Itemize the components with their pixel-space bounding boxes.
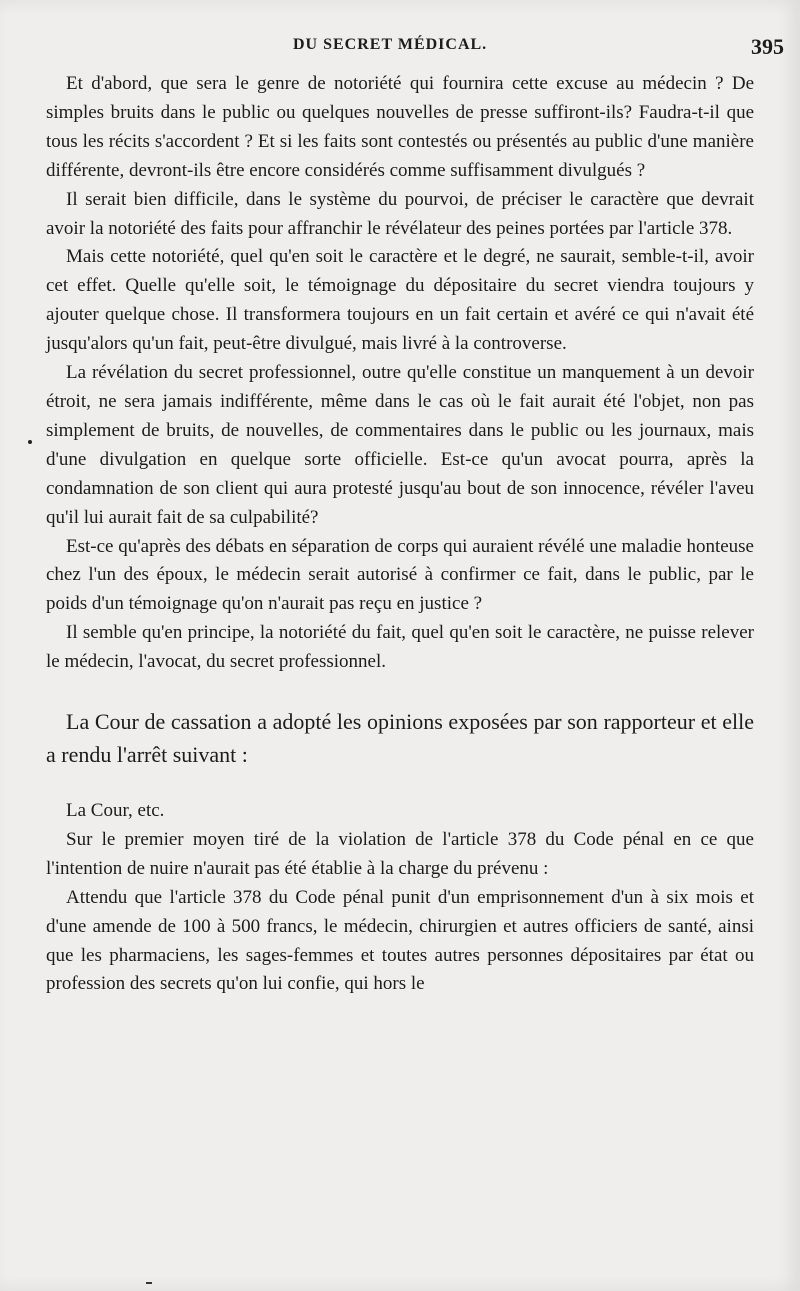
running-title: DU SECRET MÉDICAL. <box>293 36 488 53</box>
decision-paragraph: Attendu que l'article 378 du Code pénal punit d'un emprisonnement d'un à six mois et d'une amende de 100 à 500 francs, le médecin, chirurgien et autres officiers de santé, ainsi que les pharmaciens, les sages-femmes et toutes autres personnes dépositaires par état ou profession des secrets qu'on lui confie, qui hors le <box>46 886 754 995</box>
page-number: 395 <box>751 34 784 59</box>
body-text <box>46 70 754 999</box>
paragraph: Est-ce qu'après des débats en séparation de corps qui auraient révélé une maladie honteuse chez l'un des époux, le médecin serait autorisé à confirmer ce fait, dans le public, par le poids d'un témoignage qu'on n'aurait pas reçu en justice ? <box>46 535 754 615</box>
paragraph: Mais cette notoriété, quel qu'en soit le caractère et le degré, ne saurait, semble-t-il, avoir cet effet. Quelle qu'elle soit, le témoignage du dépositaire du secret viendra toujours y ajouter quelque chose. Il transformera toujours en un fait certain et avéré ce qui n'avait été jusqu'alors qu'un fait, peut-être divulgué, mais livré à la controverse. <box>46 246 754 355</box>
decision-paragraph: Sur le premier moyen tiré de la violation de l'article 378 du Code pénal en ce que l'intention de nuire n'aurait pas été établie à la charge du prévenu : <box>46 828 754 879</box>
decision-paragraph: La Cour, etc. <box>66 800 165 822</box>
court-decision-heading: La Cour de cassation a adopté les opinions exposées par son rapporteur et elle a rendu l'arrêt suivant : <box>46 709 754 768</box>
paragraph: La révélation du secret professionnel, outre qu'elle constitue un manquement à un devoir étroit, ne sera jamais indifférente, même dans le cas où le fait aurait été l'objet, non pas simplement de bruits, de nouvelles, de commentaires dans le public ou les journaux, mais d'une divulgation en quelque sorte officielle. Est-ce qu'un avocat pourra, après la condamnation de son client qui aura protesté jusqu'au bout de son innocence, révéler l'aveu qu'il lui aurait fait de sa culpabilité? <box>46 362 754 528</box>
bottom-print-mark <box>146 1282 152 1284</box>
paragraph: Et d'abord, que sera le genre de notoriété qui fournira cette excuse au médecin ? De simples bruits dans le public ou quelques nouvelles de presse suffiront-ils? Faudra-t-il que tous les récits s'accordent ? Et si les faits sont contestés ou présentés au public d'une manière différente, devront-ils être encore considérés comme suffisamment divulgués ? <box>46 73 754 181</box>
margin-dot-mark <box>28 440 32 444</box>
paragraph: Il semble qu'en principe, la notoriété du fait, quel qu'en soit le caractère, ne puisse relever le médecin, l'avocat, du secret professionnel. <box>46 622 754 673</box>
paragraph: Il serait bien difficile, dans le système du pourvoi, de préciser le caractère que devrait avoir la notoriété des faits pour affranchir le révélateur des peines portées par l'article 378. <box>46 188 754 239</box>
page-header <box>48 36 788 66</box>
